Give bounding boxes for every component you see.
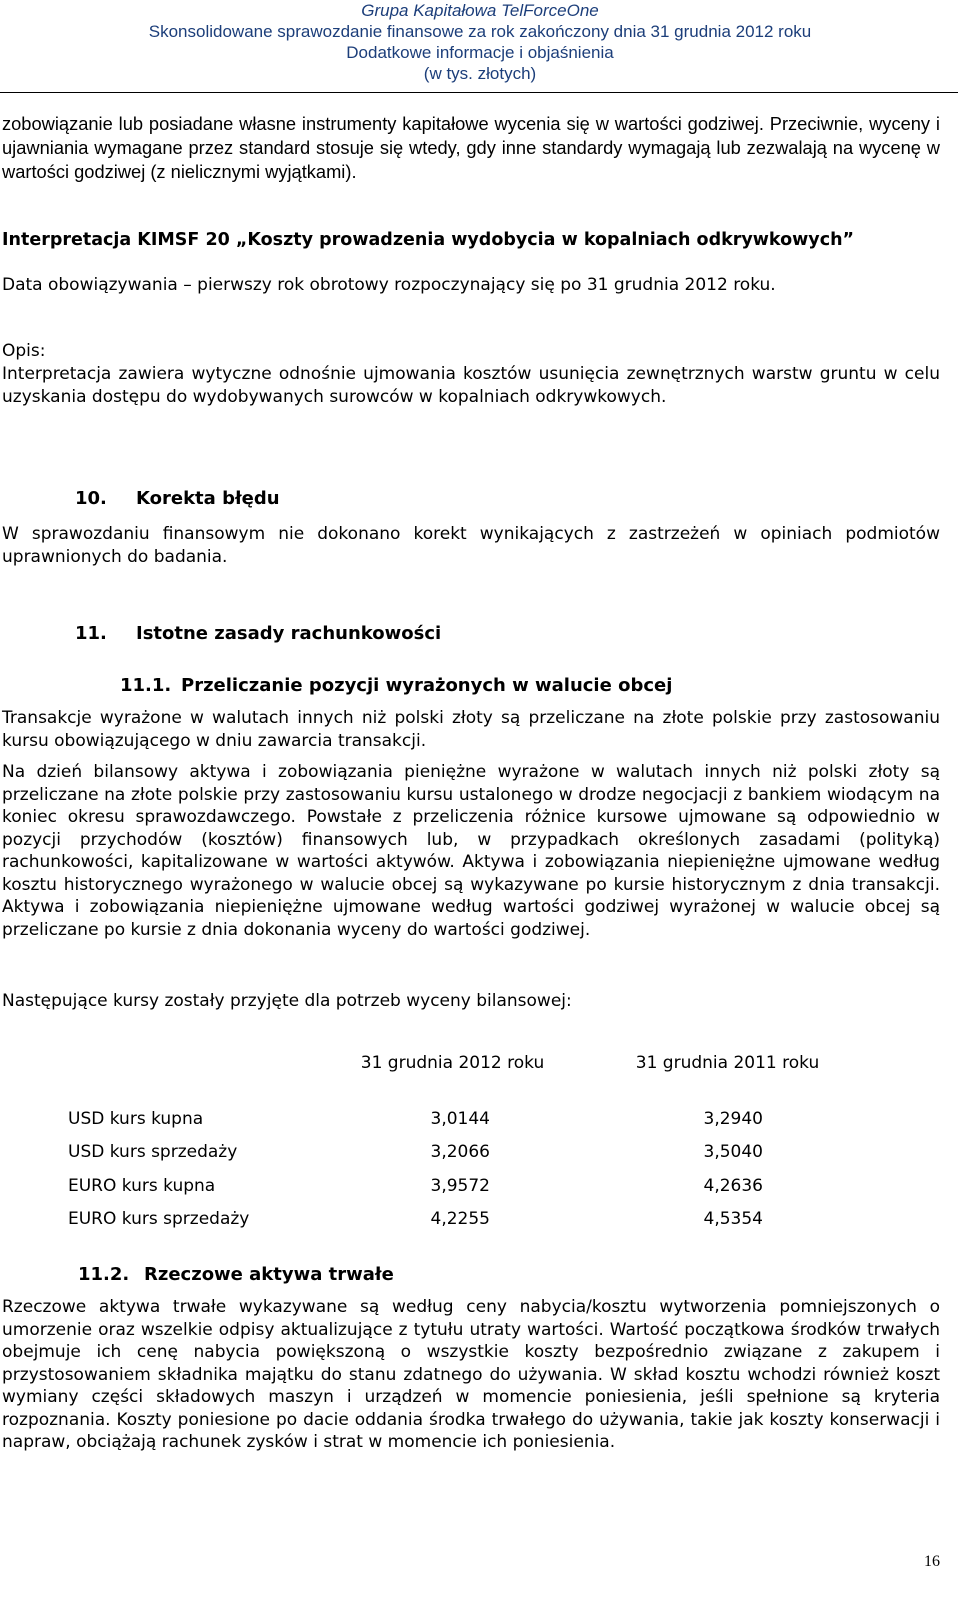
section-11-1-number: 11.1. <box>120 675 172 696</box>
table-cell-2012: 3,2066 <box>430 1142 490 1162</box>
table-cell-label: USD kurs sprzedaży <box>68 1142 238 1162</box>
section-11-2-number: 11.2. <box>78 1264 130 1285</box>
section-10-text: W sprawozdaniu finansowym nie dokonano korekt wynikających z zastrzeżeń w opiniach podmiotów uprawnionych do badania. <box>2 524 940 567</box>
page-number: 16 <box>924 1553 940 1570</box>
section-11-1-paragraph-2: Na dzień bilansowy aktywa i zobowiązania pieniężne wyrażone w walutach innych niż polski złoty są przeliczane na złote polskie przy zastosowaniu kursu ustalonego w drodze negocjacji z bankiem wiodącym na koniec okresu sprawozdawczego. Powstałe z przeliczenia różnice kursowe ujmowane są odpowiednio w pozycji przychodów (kosztów) finansowych lub, w przypadkach określonych zasadami (polityką) rachunkowości, kapitalizowane w wartości aktywów. Aktywa i zobowiązania niepieniężne ujmowane według kosztu historycznego wyrażonego w walucie obcej są wykazywane po kursie historycznym z dnia transakcji. Aktywa i zobowiązania niepieniężne ujmowane według wartości godziwej wyrażonej w walucie obcej są przeliczane po kursie z dnia dokonania wyceny do wartości godziwej. <box>2 762 940 940</box>
table-cell-2011: 4,2636 <box>703 1176 763 1196</box>
section-10-heading <box>75 487 280 511</box>
header-report-title: Skonsolidowane sprawozdanie finansowe za rok zakończony dnia 31 grudnia 2012 roku <box>148 22 812 41</box>
header-divider <box>0 92 958 93</box>
section-11-2-text: Rzeczowe aktywa trwałe wykazywane są według ceny nabycia/kosztu wytworzenia pomniejszonych o umorzenie oraz wszelkie odpisy aktualizujące z tytułu utraty wartości. Wartość początkowa środków trwałych obejmuje ich cenę nabycia powiększoną o wszystkie koszty bezpośrednio związane z zakupem i przystosowaniem składnika majątku do stanu zdatnego do używania. W skład kosztu wchodzi również koszt wymiany części składowych maszyn i urządzeń w momencie poniesienia, jeśli spełnione są kryteria rozpoznania. Koszty poniesione po dacie oddania środka trwałego do używania, takie jak koszty konserwacji i napraw, obciążają rachunek zysków i strat w momencie ich poniesienia. <box>2 1297 940 1452</box>
section-11-1-paragraph-3: Następujące kursy zostały przyjęte dla potrzeb wyceny bilansowej: <box>2 991 572 1011</box>
table-header-2011: 31 grudnia 2011 roku <box>635 1053 820 1073</box>
table-cell-label: USD kurs kupna <box>68 1109 204 1129</box>
header-company: Grupa Kapitałowa TelForceOne <box>361 1 599 20</box>
table-row <box>0 1107 940 1131</box>
kimsf-description-label: Opis: <box>2 341 46 361</box>
table-row <box>0 1140 940 1164</box>
section-11-number: 11. <box>75 623 107 644</box>
kimsf-title: Interpretacja KIMSF 20 „Koszty prowadzenia wydobycia w kopalniach odkrywkowych” <box>2 230 855 250</box>
kimsf-description: Interpretacja zawiera wytyczne odnośnie ujmowania kosztów usunięcia zewnętrznych warstw gruntu w celu uzyskania dostępu do wydobywanych surowców w kopalniach odkrywkowych. <box>2 364 940 407</box>
table-cell-2011: 3,2940 <box>703 1109 763 1129</box>
section-11-title: Istotne zasady rachunkowości <box>136 623 442 644</box>
table-row <box>0 1174 940 1198</box>
table-row <box>0 1207 940 1231</box>
intro-paragraph: zobowiązanie lub posiadane własne instrumenty kapitałowe wycenia się w wartości godziwej. Przeciwnie, wyceny i ujawniania wymagane przez standard stosuje się wtedy, gdy inne standardy wymagają lub zezwalają na wycenę w wartości godziwej (z nielicznymi wyjątkami). <box>2 113 940 182</box>
table-cell-2012: 3,9572 <box>430 1176 490 1196</box>
table-cell-2011: 4,5354 <box>703 1209 763 1229</box>
section-11-heading <box>75 622 441 646</box>
section-11-2-title: Rzeczowe aktywa trwałe <box>144 1264 394 1285</box>
section-11-1-title: Przeliczanie pozycji wyrażonych w walucie obcej <box>181 675 673 696</box>
table-cell-2012: 3,0144 <box>430 1109 490 1129</box>
table-cell-2012: 4,2255 <box>430 1209 490 1229</box>
section-10-title: Korekta błędu <box>136 488 280 509</box>
table-cell-label: EURO kurs kupna <box>68 1176 216 1196</box>
table-header-2012: 31 grudnia 2012 roku <box>360 1053 545 1073</box>
section-10-number: 10. <box>75 488 107 509</box>
section-11-1-paragraph-1: Transakcje wyrażone w walutach innych niż polski złoty są przeliczane na złote polskie przy zastosowaniu kursu obowiązującego w dniu zawarcia transakcji. <box>2 708 940 751</box>
header-units: (w tys. złotych) <box>423 64 537 83</box>
header-section: Dodatkowe informacje i objaśnienia <box>346 43 614 62</box>
section-11-2-heading <box>78 1263 394 1287</box>
table-cell-2011: 3,5040 <box>703 1142 763 1162</box>
section-11-1-heading <box>120 674 672 698</box>
kimsf-effective-date: Data obowiązywania – pierwszy rok obrotowy rozpoczynający się po 31 grudnia 2012 roku. <box>2 275 776 295</box>
table-cell-label: EURO kurs sprzedaży <box>68 1209 250 1229</box>
